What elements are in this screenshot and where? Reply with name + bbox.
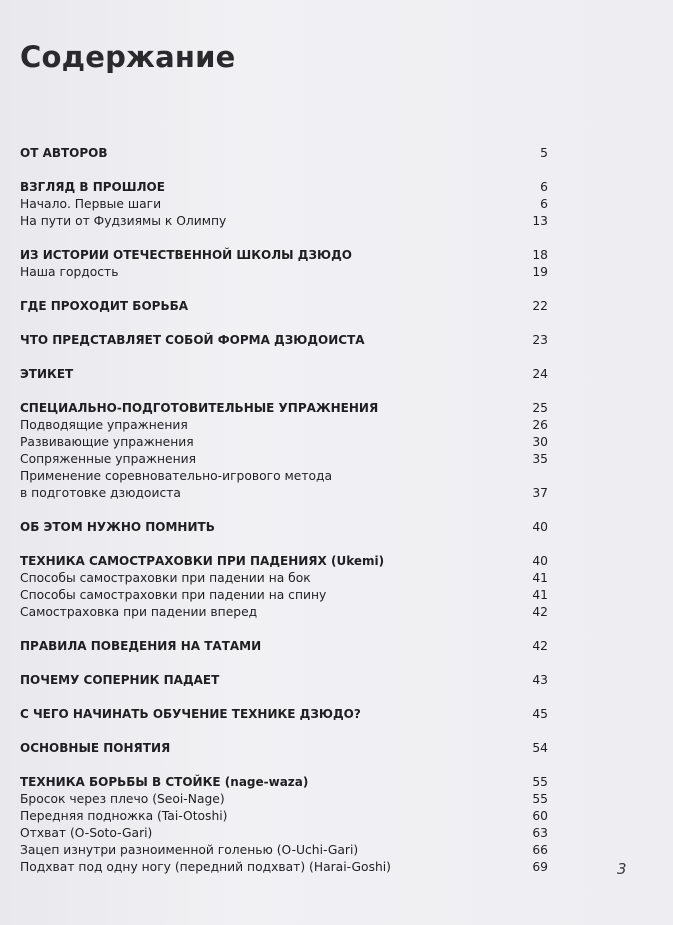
- entry-page-number: 42: [532, 605, 548, 619]
- entry-title: Наша гордость: [20, 265, 119, 279]
- entry-page-number: 6: [540, 197, 548, 211]
- entry-title: Развивающие упражнения: [20, 435, 194, 449]
- entry-title: Зацеп изнутри разноименной голенью (O-Uchi-Gari): [20, 843, 359, 857]
- toc-section-heading: [20, 740, 548, 757]
- entry-page-number: 41: [532, 588, 548, 602]
- toc-entry: [20, 604, 548, 621]
- section-title: ОТ АВТОРОВ: [20, 146, 108, 160]
- section-title: ЧТО ПРЕДСТАВЛЯЕТ СОБОЙ ФОРМА ДЗЮДОИСТА: [20, 333, 365, 347]
- toc-section: [20, 247, 548, 281]
- section-title: ЭТИКЕТ: [20, 367, 74, 381]
- toc-section-heading: [20, 298, 548, 315]
- toc-section: [20, 332, 548, 349]
- entry-title: Передняя подножка (Tai-Otoshi): [20, 809, 228, 823]
- page-number: 3: [617, 860, 627, 878]
- section-page-number: 40: [532, 520, 548, 534]
- toc-entry: [20, 468, 548, 485]
- section-page-number: 6: [540, 180, 548, 194]
- toc-entry: [20, 859, 548, 876]
- toc-section-heading: [20, 553, 548, 570]
- toc-section: [20, 740, 548, 757]
- toc-section-heading: [20, 179, 548, 196]
- toc-entry: [20, 808, 548, 825]
- entry-title: Самостраховка при падении вперед: [20, 605, 258, 619]
- toc-section: [20, 366, 548, 383]
- toc-section-heading: [20, 672, 548, 689]
- entry-page-number: 66: [532, 843, 548, 857]
- table-of-contents: [20, 145, 548, 876]
- section-page-number: 55: [532, 775, 548, 789]
- section-title: ОБ ЭТОМ НУЖНО ПОМНИТЬ: [20, 520, 215, 534]
- entry-page-number: 55: [532, 792, 548, 806]
- toc-entry: [20, 587, 548, 604]
- entry-page-number: 35: [532, 452, 548, 466]
- toc-section: [20, 774, 548, 876]
- toc-section-heading: [20, 332, 548, 349]
- section-title: ГДЕ ПРОХОДИТ БОРЬБА: [20, 299, 189, 313]
- toc-section: [20, 179, 548, 230]
- entry-title: в подготовке дзюдоиста: [20, 486, 181, 500]
- entry-page-number: 60: [532, 809, 548, 823]
- toc-section: [20, 519, 548, 536]
- entry-page-number: 30: [532, 435, 548, 449]
- section-page-number: 22: [532, 299, 548, 313]
- toc-entry: [20, 264, 548, 281]
- section-title: ТЕХНИКА БОРЬБЫ В СТОЙКЕ (nage-waza): [20, 775, 309, 789]
- section-title: ОСНОВНЫЕ ПОНЯТИЯ: [20, 741, 171, 755]
- entry-page-number: 37: [532, 486, 548, 500]
- section-title: ИЗ ИСТОРИИ ОТЕЧЕСТВЕННОЙ ШКОЛЫ ДЗЮДО: [20, 248, 352, 262]
- toc-entry: [20, 825, 548, 842]
- toc-entry: [20, 213, 548, 230]
- section-page-number: 18: [532, 248, 548, 262]
- toc-section: [20, 145, 548, 162]
- entry-title: Способы самостраховки при падении на спину: [20, 588, 327, 602]
- toc-section: [20, 298, 548, 315]
- entry-page-number: 63: [532, 826, 548, 840]
- entry-title: Применение соревновательно-игрового метода: [20, 469, 333, 483]
- section-title: СПЕЦИАЛЬНО-ПОДГОТОВИТЕЛЬНЫЕ УПРАЖНЕНИЯ: [20, 401, 379, 415]
- toc-entry: [20, 451, 548, 468]
- entry-page-number: 69: [532, 860, 548, 874]
- section-page-number: 40: [532, 554, 548, 568]
- toc-section-heading: [20, 400, 548, 417]
- entry-page-number: 41: [532, 571, 548, 585]
- toc-section: [20, 706, 548, 723]
- toc-section-heading: [20, 706, 548, 723]
- entry-title: Подхват под одну ногу (передний подхват) (Harai-Goshi): [20, 860, 391, 874]
- entry-title: Бросок через плечо (Seoi-Nage): [20, 792, 225, 806]
- toc-entry: [20, 791, 548, 808]
- toc-section: [20, 672, 548, 689]
- section-page-number: 43: [532, 673, 548, 687]
- section-title: ПРАВИЛА ПОВЕДЕНИЯ НА ТАТАМИ: [20, 639, 262, 653]
- toc-entry: [20, 434, 548, 451]
- entry-title: Способы самостраховки при падении на бок: [20, 571, 311, 585]
- section-page-number: 54: [532, 741, 548, 755]
- toc-section: [20, 553, 548, 621]
- toc-entry: [20, 842, 548, 859]
- section-page-number: 25: [532, 401, 548, 415]
- section-page-number: 45: [532, 707, 548, 721]
- section-title: ТЕХНИКА САМОСТРАХОВКИ ПРИ ПАДЕНИЯХ (Ukemi): [20, 554, 385, 568]
- entry-page-number: 13: [532, 214, 548, 228]
- toc-entry: [20, 196, 548, 213]
- entry-title: Отхват (O-Soto-Gari): [20, 826, 153, 840]
- toc-section-heading: [20, 366, 548, 383]
- toc-section-heading: [20, 638, 548, 655]
- toc-section: [20, 638, 548, 655]
- toc-entry: [20, 417, 548, 434]
- toc-section: [20, 400, 548, 502]
- toc-entry: [20, 570, 548, 587]
- entry-title: Подводящие упражнения: [20, 418, 188, 432]
- entry-page-number: 26: [532, 418, 548, 432]
- toc-section-heading: [20, 774, 548, 791]
- entry-title: Сопряженные упражнения: [20, 452, 197, 466]
- toc-section-heading: [20, 247, 548, 264]
- entry-title: На пути от Фудзиямы к Олимпу: [20, 214, 227, 228]
- section-page-number: 24: [532, 367, 548, 381]
- entry-page-number: 19: [532, 265, 548, 279]
- toc-section-heading: [20, 519, 548, 536]
- page-title: Содержание: [20, 40, 236, 74]
- toc-section-heading: [20, 145, 548, 162]
- section-page-number: 5: [540, 146, 548, 160]
- section-page-number: 42: [532, 639, 548, 653]
- section-page-number: 23: [532, 333, 548, 347]
- section-title: ВЗГЛЯД В ПРОШЛОЕ: [20, 180, 165, 194]
- entry-title: Начало. Первые шаги: [20, 197, 162, 211]
- section-title: ПОЧЕМУ СОПЕРНИК ПАДАЕТ: [20, 673, 220, 687]
- toc-entry: [20, 485, 548, 502]
- section-title: С ЧЕГО НАЧИНАТЬ ОБУЧЕНИЕ ТЕХНИКЕ ДЗЮДО?: [20, 707, 361, 721]
